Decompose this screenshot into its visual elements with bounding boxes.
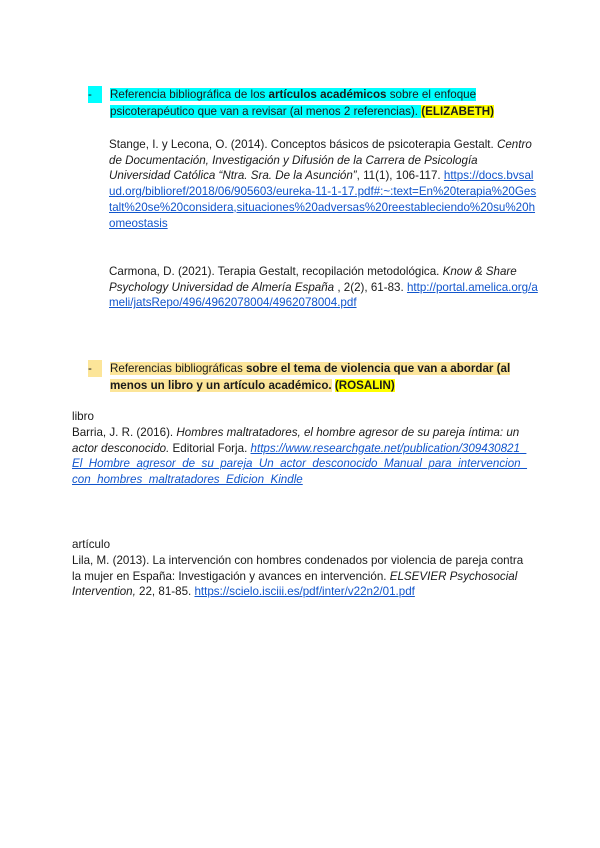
reference-lila — [72, 553, 532, 600]
ref-link[interactable]: https://docs.bvsalud.org/biblioref/2018/06/905603/eureka-11-1-17.pdf#:~:text=En%20terapia%20Gestalt%20se%20considera,situaciones%20adversas%20reestableciendo%20su%20homeostasis — [109, 169, 537, 230]
ref-italic: Hombres maltratadores, el hombre agresor de su pareja íntima: un actor desconocido. — [72, 426, 520, 455]
heading-pre: Referencias bibliográficas — [110, 362, 246, 375]
ref-italic: Know & Share Psychology Universidad de Almería España — [109, 265, 517, 294]
section1-heading — [110, 86, 530, 120]
rosalin-tag: (ROSALIN) — [334, 379, 395, 392]
heading-post: sobre el enfoque psicoterapéutico que van a revisar (al menos 2 referencias). — [110, 88, 477, 118]
ref-tail: Editorial Forja. — [169, 441, 248, 455]
libro-label: libro — [72, 410, 94, 423]
ref-plain: Barria, J. R. (2016). — [72, 426, 177, 439]
ref-link[interactable]: http://portal.amelica.org/ameli/jatsRepo/496/4962078004/4962078004.pdf — [109, 280, 538, 310]
heading-pre: Referencia bibliográfica de los — [110, 88, 269, 101]
reference-carmona — [109, 264, 539, 311]
elizabeth-tag: (ELIZABETH) — [421, 105, 495, 118]
ref-plain: Carmona, D. (2021). Terapia Gestalt, recopilación metodológica. — [109, 265, 443, 278]
ref-plain: Lila, M. (2013). La intervención con hombres condenados por violencia de pareja contra la mujer en España: Investigación y avances en intervención. — [72, 554, 524, 583]
ref-plain: Stange, I. y Lecona, O. (2014). Conceptos básicos de psicoterapia Gestalt. — [109, 138, 494, 151]
reference-stange — [109, 137, 539, 231]
ref-tail: 22, 81-85. — [135, 585, 195, 599]
section2-heading — [110, 360, 530, 394]
articulo-label: artículo — [72, 538, 111, 551]
ref-tail: , 11(1), 106-117. — [356, 169, 441, 183]
bullet-dash: - — [88, 360, 102, 377]
bullet-dash: - — [88, 86, 102, 103]
heading-bold: artículos académicos — [268, 88, 387, 101]
ref-link[interactable]: https://scielo.isciii.es/pdf/inter/v22n2/01.pdf — [194, 585, 415, 599]
reference-barria — [72, 425, 532, 488]
heading-bold: sobre el tema de violencia que van a abordar (al menos un libro y un artículo académico. — [110, 362, 511, 392]
ref-link[interactable]: https://www.researchgate.net/publication/309430821_El_Hombre_agresor_de_su_pareja_Un_actor_desconocido_Manual_para_intervencion_con_hombres_maltratadores_Edicion_Kindle — [72, 441, 528, 487]
ref-italic: ELSEVIER Psychosocial Intervention, — [72, 569, 518, 599]
ref-tail: , 2(2), 61-83. — [334, 280, 404, 294]
ref-italic: Centro de Documentación, Investigación y Difusión de la Carrera de Psicología Universidad Católica “Ntra. Sra. De la Asunción” — [109, 138, 532, 183]
